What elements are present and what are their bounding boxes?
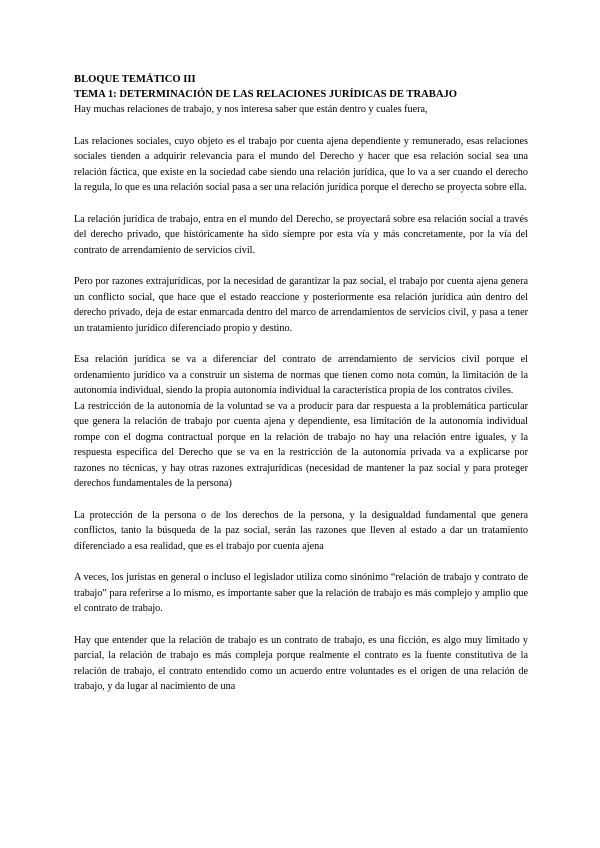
document-page <box>74 72 528 695</box>
block-title: BLOQUE TEMÁTICO III <box>74 74 196 85</box>
body-paragraph-3: Pero por razones extrajurídicas, por la necesidad de garantizar la paz social, el trabajo por cuenta ajena genera un conflicto social, que hace que el estado reaccione y posteriormente esa relación jurídica aún dentro del derecho privado, deja de estar enmarcada dentro del marco de arrendamientos de servicios civil, y pasa a tener un tratamiento jurídico diferenciado propio y destino. <box>74 276 528 334</box>
body-paragraph-2: La relación jurídica de trabajo, entra en el mundo del Derecho, se proyectará sobre esa relación social a través del derecho privado, que históricamente ha sido siempre por esta vía y más concretamente, por la vía del contrato de arrendamiento de servicios civil. <box>74 213 528 256</box>
body-paragraph-5: La restricción de la autonomía de la voluntad se va a producir para dar respuesta a la problemática particular que genera la relación de trabajo por cuenta ajena y dependiente, esa limitación de la autonomía individual rompe con el dogma contractual porque en la relación de trabajo no hay una relación entre iguales, y la respuesta específica del Derecho que se va en la restricción de la autonomía privada va a explicarse por razones no técnicas, y hay otras razones extrajurídicas (necesidad de mantener la paz social y para proteger derechos fundamentales de la persona) <box>74 400 528 489</box>
body-paragraph-8: Hay que entender que la relación de trabajo es un contrato de trabajo, es una ficción, es algo muy limitado y parcial, la relación de trabajo es más compleja porque realmente el contrato es la fuente constitutiva de la relación de trabajo, el contrato entendido como un acuerdo entre voluntades es el origen de una relación de trabajo, y da lugar al nacimiento de una <box>74 634 528 692</box>
body-paragraph-1: Las relaciones sociales, cuyo objeto es el trabajo por cuenta ajena dependiente y remunerado, esas relaciones sociales tienden a adquirir relevancia para el mundo del Derecho y hacer que esa relación social sea una relación fáctica, que existe en la sociedad cabe siendo una relación jurídica, que lo va a ser cuando el derecho la regula, lo que es una relación social pasa a ser una relación jurídica porque el derecho se proyecta sobre ella. <box>74 135 528 193</box>
body-paragraph-7: A veces, los juristas en general o incluso el legislador utiliza como sinónimo “relación de trabajo y contrato de trabajo” para referirse a lo mismo, es importante saber que la relación de trabajo es más complejo y amplio que el contrato de trabajo. <box>74 572 528 614</box>
topic-title: TEMA 1: DETERMINACIÓN DE LAS RELACIONES JURÍDICAS DE TRABAJO <box>74 89 458 100</box>
intro-paragraph: Hay muchas relaciones de trabajo, y nos interesa saber que están dentro y cuales fuera, <box>74 104 428 115</box>
body-paragraph-4: Esa relación jurídica se va a diferenciar del contrato de arrendamiento de servicios civil porque el ordenamiento jurídico va a construir un sistema de normas que tienen como nota común, la limitación de la autonomía individual, siendo la propia autonomía individual la característica propia de los contratos civiles. <box>74 354 528 396</box>
body-paragraph-6: La protección de la persona o de los derechos de la persona, y la desigualdad fundamental que genera conflictos, tanto la búsqueda de la paz social, serán las razones que lleven al estado a dar un tratamiento diferenciado a esa realidad, que es el trabajo por cuenta ajena <box>74 509 528 552</box>
